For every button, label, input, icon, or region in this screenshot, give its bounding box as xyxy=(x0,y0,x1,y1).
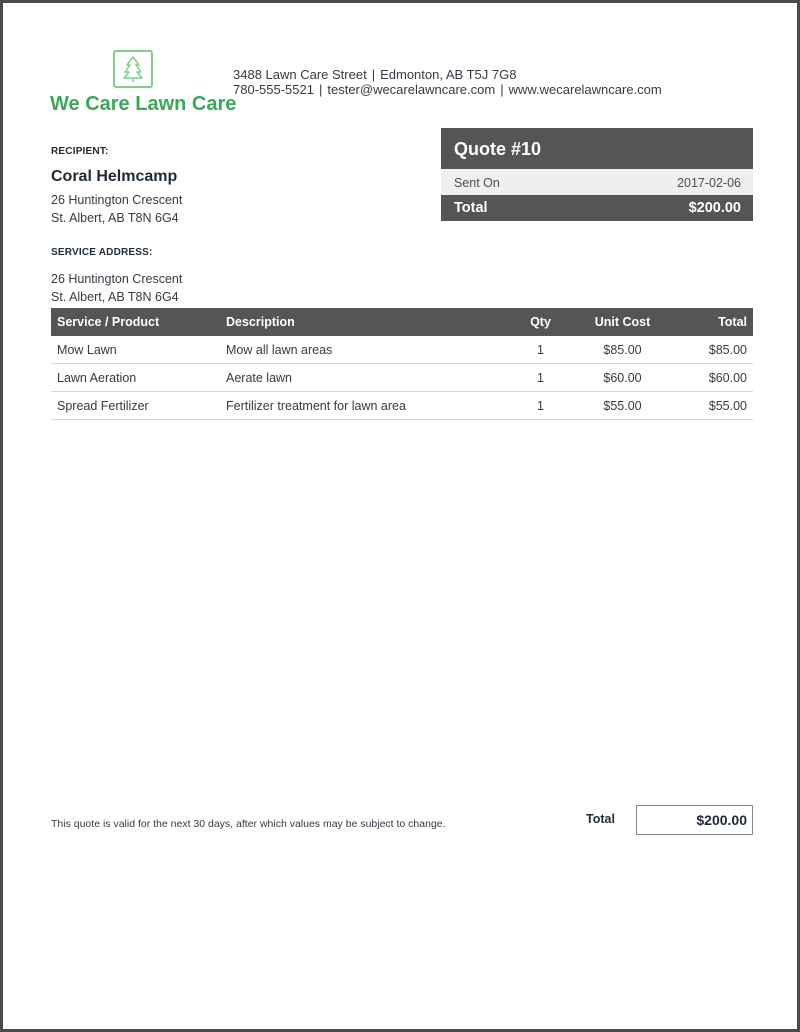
footer-total-label: Total xyxy=(586,812,615,826)
service-address-line2: St. Albert, AB T8N 6G4 xyxy=(51,290,179,304)
sent-on-row xyxy=(441,169,753,195)
sent-on-value: 2017-02-06 xyxy=(677,176,741,190)
quote-total-label: Total xyxy=(454,200,488,216)
cell-service: Mow Lawn xyxy=(51,336,220,364)
cell-description: Fertilizer treatment for lawn area xyxy=(220,392,512,420)
service-address-line1: 26 Huntington Crescent xyxy=(51,272,183,286)
quote-total-value: $200.00 xyxy=(688,200,741,216)
cell-qty: 1 xyxy=(512,364,569,392)
cell-description: Aerate lawn xyxy=(220,364,512,392)
service-address xyxy=(51,270,182,306)
line-items-table xyxy=(51,308,753,420)
company-info xyxy=(233,67,662,97)
column-header-service: Service / Product xyxy=(57,315,160,329)
recipient-address-line2: St. Albert, AB T8N 6G4 xyxy=(51,211,179,225)
cell-qty: 1 xyxy=(512,392,569,420)
company-phone: 780-555-5521 xyxy=(233,82,314,97)
validity-note: This quote is valid for the next 30 days, after which values may be subject to change. xyxy=(51,818,446,830)
cell-unit-cost: $60.00 xyxy=(569,364,676,392)
cell-description: Mow all lawn areas xyxy=(220,336,512,364)
cell-unit-cost: $55.00 xyxy=(569,392,676,420)
cell-total: $60.00 xyxy=(676,364,753,392)
column-header-unit-cost: Unit Cost xyxy=(594,315,651,329)
company-website: www.wecarelawncare.com xyxy=(508,82,662,97)
service-address-label: SERVICE ADDRESS: xyxy=(51,247,153,258)
pine-tree-icon xyxy=(113,50,153,88)
quote-total-row xyxy=(441,195,753,221)
company-name: We Care Lawn Care xyxy=(50,93,237,115)
company-address-line xyxy=(233,67,662,82)
separator: | xyxy=(500,82,504,97)
company-city: Edmonton, AB T5J 7G8 xyxy=(380,67,517,82)
separator: | xyxy=(318,82,323,97)
cell-qty: 1 xyxy=(512,336,569,364)
column-header-qty: Qty xyxy=(530,315,551,329)
cell-total: $55.00 xyxy=(676,392,753,420)
recipient-address xyxy=(51,191,182,227)
quote-title: Quote #10 xyxy=(441,128,753,169)
company-email: tester@wecarelawncare.com xyxy=(327,82,496,97)
recipient-address-line1: 26 Huntington Crescent xyxy=(51,193,183,207)
separator: | xyxy=(371,67,376,82)
cell-total: $85.00 xyxy=(676,336,753,364)
quote-summary xyxy=(441,128,753,221)
cell-service: Spread Fertilizer xyxy=(51,392,220,420)
recipient-name: Coral Helmcamp xyxy=(51,168,178,185)
table-row xyxy=(51,364,753,392)
footer-total-value: $200.00 xyxy=(636,805,753,835)
sent-on-label: Sent On xyxy=(454,176,500,190)
table-row xyxy=(51,336,753,364)
cell-unit-cost: $85.00 xyxy=(569,336,676,364)
table-header-row xyxy=(51,308,753,336)
column-header-description: Description xyxy=(226,315,295,329)
company-address: 3488 Lawn Care Street xyxy=(233,67,367,82)
table-row xyxy=(51,392,753,420)
company-contact-line xyxy=(233,82,662,97)
cell-service: Lawn Aeration xyxy=(51,364,220,392)
recipient-label: RECIPIENT: xyxy=(51,146,109,157)
column-header-total: Total xyxy=(718,315,747,329)
